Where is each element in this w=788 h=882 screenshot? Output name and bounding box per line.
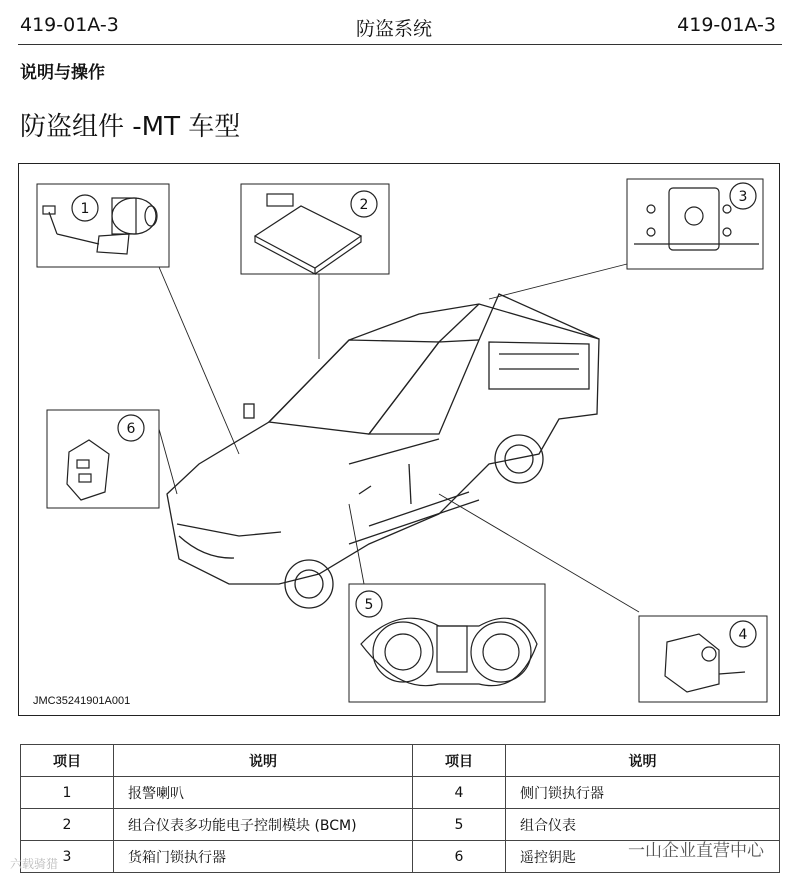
callout-badge-4 (730, 621, 756, 647)
table-row (21, 777, 780, 809)
item-description: 货箱门锁执行器 (114, 841, 413, 873)
item-number: 2 (21, 809, 114, 841)
item-number: 5 (413, 809, 506, 841)
callout-badge-5 (356, 591, 382, 617)
col-desc-a: 说明 (114, 745, 413, 777)
item-number: 3 (21, 841, 114, 873)
col-item-b: 项目 (413, 745, 506, 777)
section-title: 说明与操作 (20, 63, 105, 83)
callout-box-5 (349, 584, 545, 702)
item-description: 侧门锁执行器 (506, 777, 780, 809)
svg-text:6: 6 (126, 421, 136, 437)
svg-text:3: 3 (738, 189, 748, 205)
watermark-left: 六载骑猎 (10, 857, 59, 871)
callout-badge-1 (72, 195, 98, 221)
page-title: 防盗组件 -MT 车型 (20, 112, 241, 142)
item-number: 6 (413, 841, 506, 873)
item-number: 4 (413, 777, 506, 809)
callout-box-1 (37, 184, 169, 267)
item-description: 遥控钥匙 (506, 841, 780, 873)
callout-box-6 (47, 410, 159, 508)
figure-code: JMC35241901A001 (33, 695, 131, 707)
col-item-a: 项目 (21, 745, 114, 777)
svg-text:2: 2 (359, 197, 369, 213)
watermark-right: 一山企业直营中心 (628, 841, 764, 861)
svg-text:5: 5 (364, 597, 374, 613)
header-code-left: 419-01A-3 (20, 14, 119, 36)
callout-badge-3 (730, 183, 756, 209)
item-description: 报警喇叭 (114, 777, 413, 809)
callout-badge-2 (351, 191, 377, 217)
col-desc-b: 说明 (506, 745, 780, 777)
header-divider (18, 44, 782, 45)
item-description: 组合仪表多功能电子控制模块 (BCM) (114, 809, 413, 841)
leader-lines (159, 264, 639, 612)
item-description: 组合仪表 (506, 809, 780, 841)
header-title: 防盗系统 (355, 18, 432, 40)
figure-illustration (19, 164, 781, 717)
header-code-right: 419-01A-3 (677, 14, 776, 36)
svg-text:4: 4 (738, 627, 748, 643)
item-number: 1 (21, 777, 114, 809)
callout-badge-6 (118, 415, 144, 441)
legend-header-row (21, 745, 780, 777)
svg-text:1: 1 (80, 201, 90, 217)
pickup-truck-illustration (167, 294, 599, 608)
callout-box-4 (639, 616, 767, 702)
component-figure (18, 163, 780, 716)
